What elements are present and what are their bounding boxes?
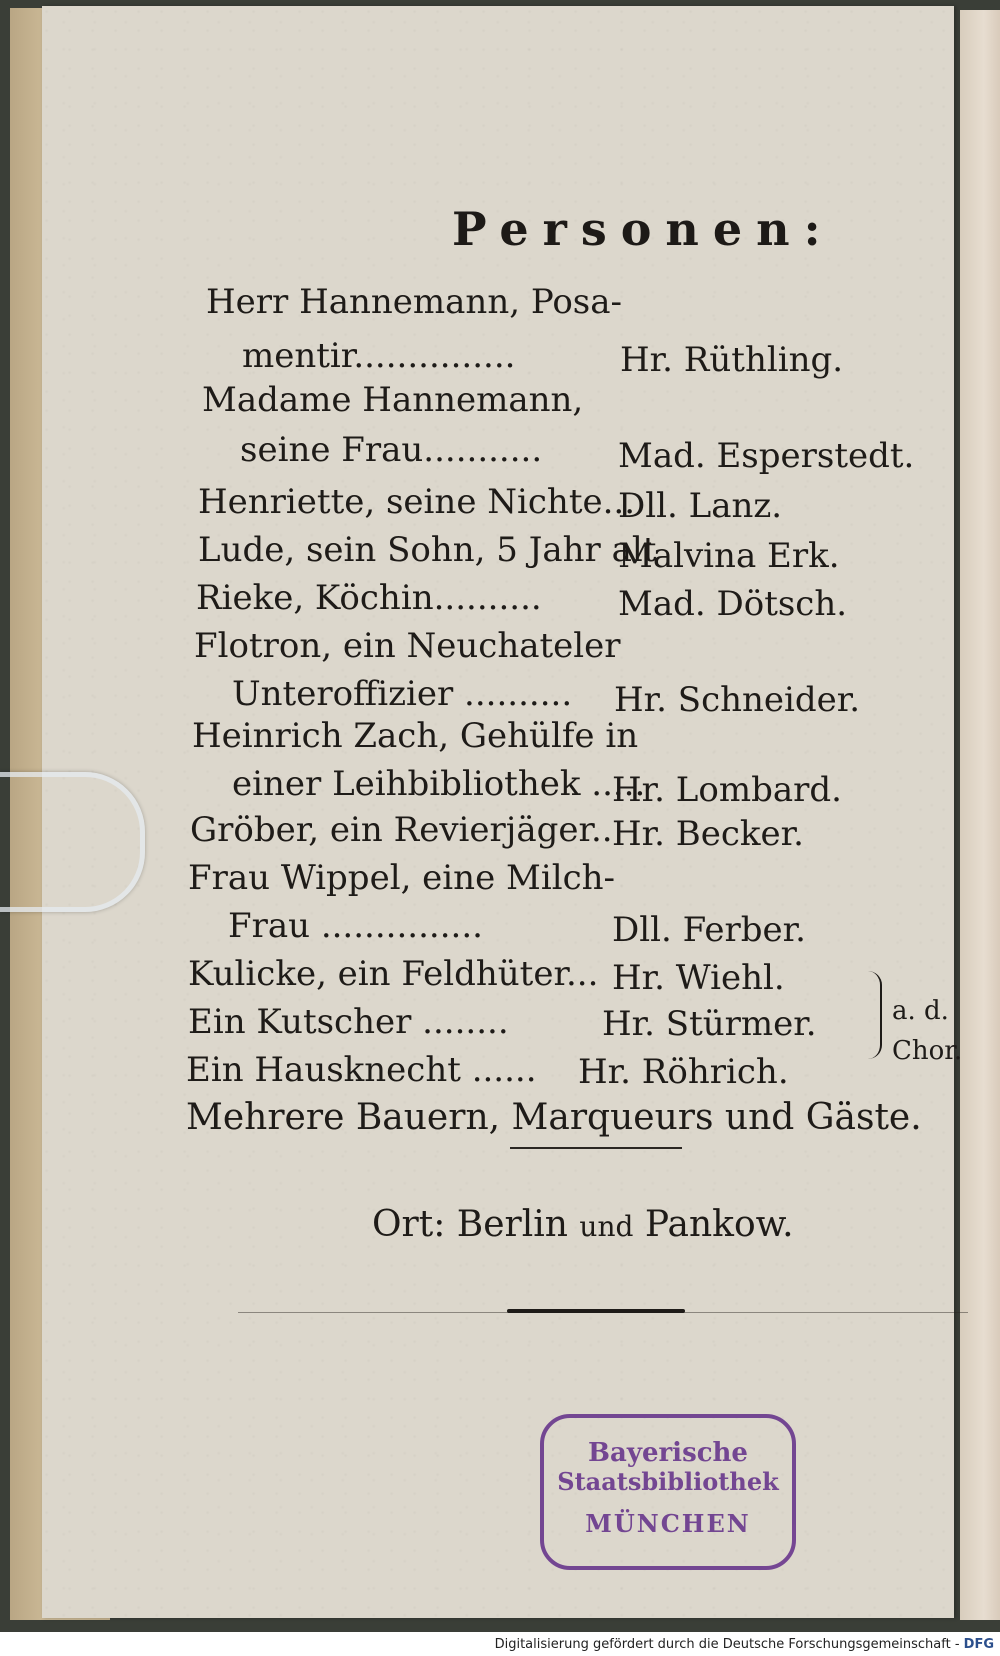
role-line: Henriette, seine Nichte...	[198, 482, 636, 522]
role-line: Kulicke, ein Feldhüter...	[188, 954, 599, 994]
ornamental-rule	[507, 1309, 685, 1313]
role-line: Frau Wippel, eine Milch-	[188, 858, 615, 898]
place-city-berlin: Berlin	[456, 1204, 568, 1245]
role-line: Rieke, Köchin..........	[196, 578, 542, 618]
actor-name: Mad. Esperstedt.	[618, 436, 915, 476]
actor-name: Hr. Lombard.	[612, 770, 842, 810]
chorus-note-line1: a. d.	[892, 996, 949, 1026]
role-line: Flotron, ein Neuchateler	[194, 626, 621, 666]
role-line-extras: Mehrere Bauern, Marqueurs und Gäste.	[186, 1097, 922, 1138]
actor-name: Hr. Stürmer.	[602, 1004, 817, 1044]
dfg-logo: DFG	[963, 1637, 994, 1652]
actor-name: Dll. Ferber.	[612, 910, 806, 950]
role-line: Heinrich Zach, Gehülfe in	[192, 716, 639, 756]
place-conjunction: und	[579, 1210, 634, 1243]
actor-name: Mad. Dötsch.	[618, 584, 848, 624]
next-page-edge	[960, 10, 1000, 1620]
stamp-line-2: Staatsbibliothek	[557, 1467, 779, 1496]
divider-rule	[510, 1147, 682, 1149]
book-page	[42, 6, 963, 1618]
actor-name: Hr. Wiehl.	[612, 958, 785, 998]
role-continuation: einer Leihbibliothek .....	[232, 764, 646, 804]
role-continuation: seine Frau...........	[240, 430, 543, 470]
actor-name: Hr. Becker.	[612, 814, 804, 854]
place-city-pankow: Pankow.	[644, 1204, 794, 1245]
page-clip	[0, 772, 145, 912]
role-line: Ein Kutscher ........	[188, 1002, 509, 1042]
stamp-line-3: MÜNCHEN	[585, 1509, 751, 1538]
credit-text: Digitalisierung gefördert durch die Deutsche Forschungsgemeinschaft -	[494, 1637, 960, 1652]
actor-name: Dll. Lanz.	[618, 486, 783, 526]
place-line	[372, 1204, 794, 1245]
footer-bar	[0, 1632, 1000, 1656]
stamp-line-1: Bayerische	[588, 1438, 748, 1468]
actor-name: Hr. Rüthling.	[620, 340, 844, 380]
role-line: Madame Hannemann,	[202, 380, 584, 420]
library-stamp	[540, 1414, 796, 1570]
role-line: Herr Hannemann, Posa-	[206, 282, 623, 322]
chorus-brace	[862, 971, 882, 1059]
role-continuation: Unteroffizier ..........	[232, 674, 573, 714]
role-line: Ein Hausknecht ......	[186, 1050, 537, 1090]
role-line: Gröber, ein Revierjäger..	[190, 810, 613, 850]
actor-name: Hr. Röhrich.	[578, 1052, 789, 1092]
role-continuation: mentir...............	[242, 336, 516, 376]
page-heading: Personen:	[452, 202, 835, 256]
role-line: Lude, sein Sohn, 5 Jahr alt	[198, 530, 657, 570]
actor-name: Malvina Erk.	[618, 536, 840, 576]
funding-credit	[495, 1637, 994, 1652]
chorus-note-line2: Chor.	[892, 1036, 963, 1066]
actor-name: Hr. Schneider.	[614, 680, 861, 720]
place-label: Ort:	[372, 1204, 446, 1245]
role-continuation: Frau ...............	[228, 906, 483, 946]
